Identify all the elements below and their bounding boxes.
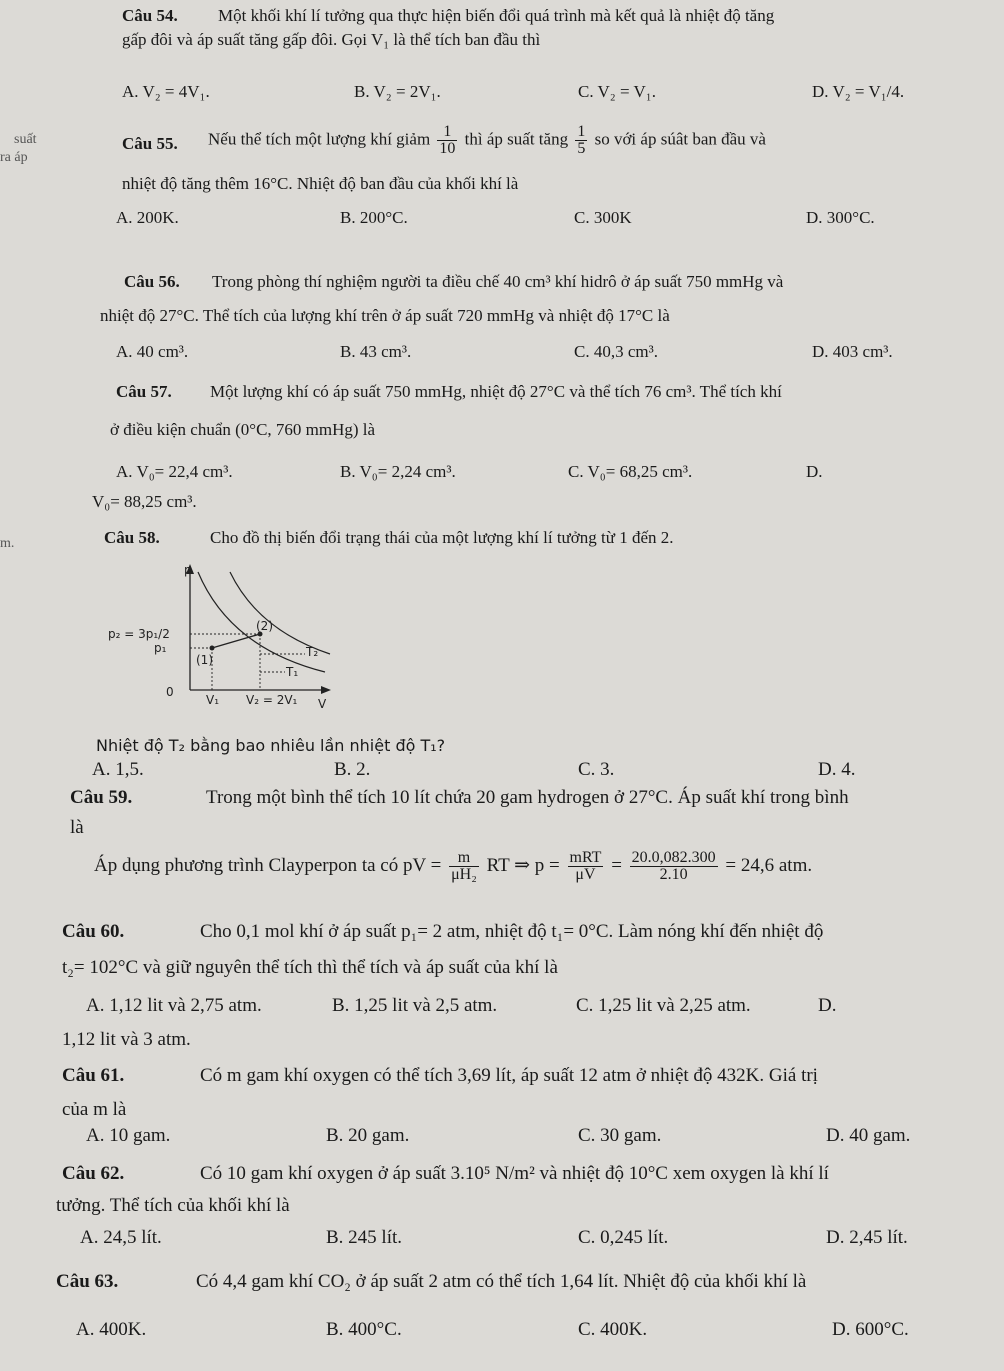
fraction: $\frac{20.0,082.300}{2.10}$ — [631, 849, 716, 884]
question-text: gấp đôi và áp suất tăng gấp đôi. Gọi V₁ là thể tích ban đầu thì — [122, 30, 541, 49]
option-c: C. 3. — [578, 759, 615, 780]
option-d: D. — [806, 462, 823, 481]
option-b: B. 2. — [334, 759, 371, 780]
question-text: Nhiệt độ T₂ bằng bao nhiêu lần nhiệt độ T₁? — [96, 736, 446, 755]
formula-line: Áp dụng phương trình Clayperpon ta có pV = $\frac{m}{\text{μH₂}}$ RT ⇒ p = $\frac{\text{mRT}}{\mu V}$ = $\frac{20.0,082.300}{2.10}$ = 24,6 atm. — [94, 849, 813, 884]
v-axis-arrow — [321, 686, 331, 694]
question-number: Câu 60. — [62, 921, 125, 942]
question-text: nhiệt độ tăng thêm 16°C. Nhiệt độ ban đầu của khối khí là — [122, 174, 519, 193]
question-text: t₂= 102°C và giữ nguyên thể tích thì thể tích và áp suất của khí là — [62, 957, 558, 978]
process-line — [212, 634, 260, 648]
p-axis-label: p — [184, 563, 192, 577]
option-a: A. 1,5. — [92, 759, 144, 780]
question-text: là — [70, 817, 84, 838]
p1-label: p₁ — [154, 641, 167, 655]
origin-label: 0 — [166, 685, 174, 699]
question-number: Câu 63. — [56, 1271, 119, 1292]
option-b: B. 400°C. — [326, 1319, 402, 1340]
option-c: C. 0,245 lít. — [578, 1227, 669, 1248]
option-a: A. 24,5 lít. — [80, 1227, 162, 1248]
question-number: Câu 56. — [124, 272, 180, 291]
question-number: Câu 61. — [62, 1065, 125, 1086]
question-text: Cho đồ thị biến đổi trạng thái của một lượng khí lí tưởng từ 1 đến 2. — [210, 528, 674, 547]
question-text: của m là — [62, 1099, 127, 1120]
v1-label: V₁ — [206, 693, 220, 707]
option-a: A. V₀= 22,4 cm³. — [116, 462, 233, 481]
option-d: D. 300°C. — [806, 208, 875, 227]
option-a: A. 200K. — [116, 208, 179, 227]
option-a: A. V₂ = 4V₁. — [122, 82, 210, 101]
option-a: A. 10 gam. — [86, 1125, 171, 1146]
t1-label: T₁ — [286, 665, 299, 679]
option-b: B. V₂ = 2V₁. — [354, 82, 441, 101]
question-text: Có m gam khí oxygen có thể tích 3,69 lít, áp suất 12 atm ở nhiệt độ 432K. Giá trị — [200, 1065, 818, 1086]
option-c: C. 300K — [574, 208, 632, 227]
option-d: D. V₂ = V₁/4. — [812, 82, 905, 101]
question-number: Câu 59. — [70, 787, 133, 808]
option-d: D. 4. — [818, 759, 856, 780]
t2-label: T₂ — [306, 645, 319, 659]
option-d: D. 403 cm³. — [812, 342, 893, 361]
question-text: nhiệt độ 27°C. Thể tích của lượng khí trên ở áp suất 720 mmHg và nhiệt độ 17°C là — [100, 306, 670, 325]
point-2-label: (2) — [256, 619, 273, 633]
option-d-continued: V₀= 88,25 cm³. — [92, 492, 197, 511]
option-a: A. 400K. — [76, 1319, 147, 1340]
option-b: B. 20 gam. — [326, 1125, 410, 1146]
question-text: Trong một bình thể tích 10 lít chứa 20 gam hydrogen ở 27°C. Áp suất khí trong bình — [206, 787, 849, 808]
point-1-label: (1) — [196, 653, 213, 667]
fraction: $\frac{1}{5}$ — [577, 123, 586, 157]
question-text: Một lượng khí có áp suất 750 mmHg, nhiệt độ 27°C và thể tích 76 cm³. Thể tích khí — [210, 382, 782, 401]
option-c: C. 30 gam. — [578, 1125, 662, 1146]
option-b: B. V₀= 2,24 cm³. — [340, 462, 456, 481]
option-a: A. 40 cm³. — [116, 342, 189, 361]
question-text: Một khối khí lí tưởng qua thực hiện biến đổi quá trình mà kết quả là nhiệt độ tăng — [218, 6, 775, 25]
margin-fragment: ra áp — [0, 150, 28, 165]
option-c: C. 40,3 cm³. — [574, 342, 658, 361]
question-number: Câu 62. — [62, 1163, 125, 1184]
question-text: ở điều kiện chuẩn (0°C, 760 mmHg) là — [110, 420, 376, 439]
option-d: D. — [818, 995, 837, 1016]
question-text: Cho 0,1 mol khí ở áp suất p₁= 2 atm, nhiệt độ t₁= 0°C. Làm nóng khí đến nhiệt độ — [200, 921, 824, 942]
question-text: Trong phòng thí nghiệm người ta điều chế 40 cm³ khí hidrô ở áp suất 750 mmHg và — [212, 272, 784, 291]
option-b: B. 43 cm³. — [340, 342, 412, 361]
option-b: B. 245 lít. — [326, 1227, 403, 1248]
question-text: tưởng. Thể tích của khối khí là — [56, 1195, 290, 1216]
question-number: Câu 54. — [122, 6, 178, 25]
option-c: C. 1,25 lit và 2,25 atm. — [576, 995, 751, 1016]
option-d: D. 600°C. — [832, 1319, 909, 1340]
question-number: Câu 58. — [104, 528, 160, 547]
pv-state-graph — [100, 560, 340, 710]
option-b: B. 200°C. — [340, 208, 408, 227]
fraction: $\frac{\text{mRT}}{\mu V}$ — [569, 849, 602, 884]
option-c: C. V₀= 68,25 cm³. — [568, 462, 693, 481]
isotherm-t2 — [230, 572, 330, 654]
option-c: C. V₂ = V₁. — [578, 82, 656, 101]
option-d: D. 2,45 lít. — [826, 1227, 908, 1248]
margin-fragment: m. — [0, 536, 15, 551]
fraction: $\frac{1}{10}$ — [439, 123, 456, 157]
question-text: Có 10 gam khí oxygen ở áp suất 3.10⁵ N/m² và nhiệt độ 10°C xem oxygen là khí lí — [200, 1163, 829, 1184]
question-text: Nếu thể tích một lượng khí giảm $\frac{1}{10}$ thì áp suất tăng $\frac{1}{5}$ so với áp súât ban đầu và — [208, 123, 766, 157]
question-number: Câu 57. — [116, 382, 172, 401]
option-c: C. 400K. — [578, 1319, 648, 1340]
fraction: $\frac{m}{\text{μH₂}}$ — [451, 849, 477, 884]
v-axis-label: V — [318, 697, 327, 710]
v2-label: V₂ = 2V₁ — [246, 693, 298, 707]
question-text: Có 4,4 gam khí CO₂ ở áp suất 2 atm có thể tích 1,64 lít. Nhiệt độ của khối khí là — [196, 1271, 807, 1292]
p2-label: p₂ = 3p₁/2 — [108, 627, 170, 641]
margin-fragment: suất — [14, 132, 37, 147]
option-b: B. 1,25 lit và 2,5 atm. — [332, 995, 498, 1016]
option-d: D. 40 gam. — [826, 1125, 911, 1146]
option-d-continued: 1,12 lit và 3 atm. — [62, 1029, 191, 1050]
question-number: Câu 55. — [122, 134, 178, 153]
option-a: A. 1,12 lit và 2,75 atm. — [86, 995, 262, 1016]
